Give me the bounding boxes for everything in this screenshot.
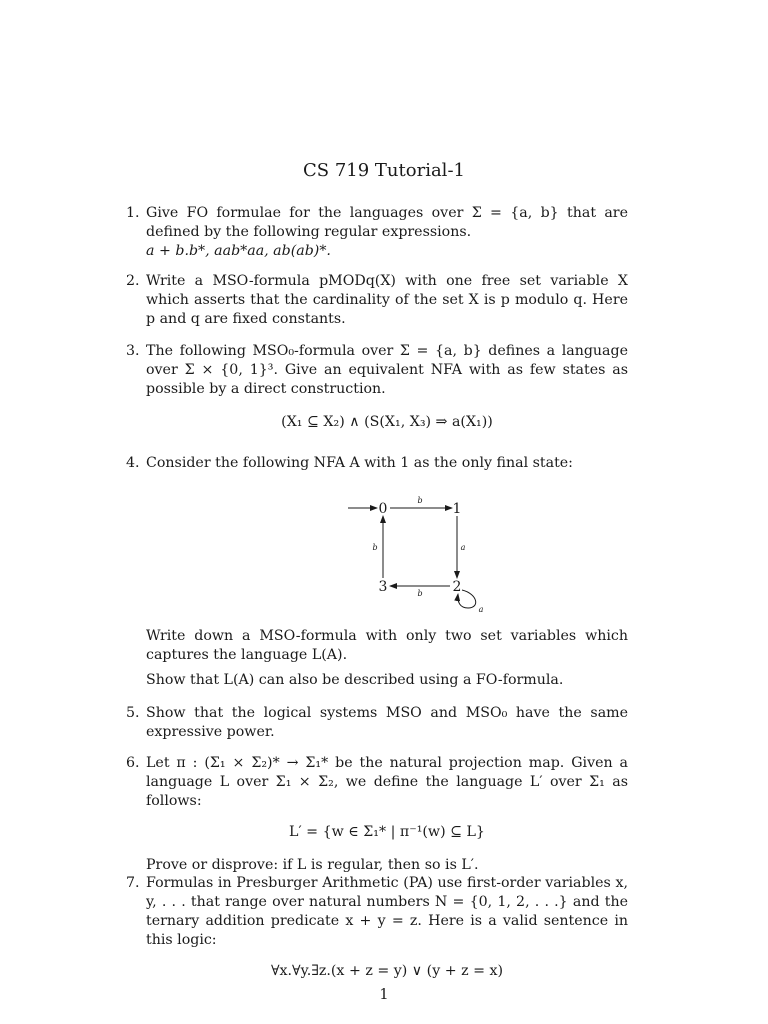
question-text: Show that the logical systems MSO and MSO₀ have the same expressive power.	[146, 705, 628, 740]
question-text: Formulas in Presburger Arithmetic (PA) use first-order variables x, y, . . . that range over natural numbers N = {0, 1, 2, . . .} and the ternary addition predicate x + y = z. Here is a valid sentence in this logic:	[146, 875, 628, 948]
question-text-after-2: Show that L(A) can also be described using a FO-formula.	[146, 672, 564, 688]
question-text-after: Prove or disprove: if L is regular, then so is L′.	[146, 857, 479, 873]
state-2: 2	[452, 579, 462, 595]
page-number: 1	[379, 987, 389, 1003]
question-text: Consider the following NFA A with 1 as the only final state:	[146, 455, 573, 471]
state-3: 3	[378, 579, 388, 595]
document-title: CS 719 Tutorial-1	[303, 160, 465, 181]
question-number: 4.	[126, 455, 140, 471]
question-expressions: a + b.b*, aab*aa, ab(ab)*.	[146, 243, 331, 259]
question-text: Write a MSO-formula pMODq(X) with one free set variable X which asserts that the cardinality of the set X is p modulo q. Here p and q are fixed constants.	[146, 273, 628, 327]
label-3-0: b	[372, 543, 378, 552]
question-number: 5.	[126, 705, 140, 721]
question-number: 1.	[126, 205, 140, 221]
question-4	[126, 454, 628, 473]
question-text-after: Write down a MSO-formula with only two set variables which captures the language L(A).	[146, 628, 628, 663]
label-0-1: b	[417, 496, 423, 505]
label-1-2: a	[460, 543, 466, 552]
question-number: 2.	[126, 273, 140, 289]
question-number: 6.	[126, 755, 140, 771]
question-text: Let π : (Σ₁ × Σ₂)* → Σ₁* be the natural projection map. Given a language L over Σ₁ × Σ₂, we define the language L′ over Σ₁ as follows:	[146, 755, 628, 809]
question-text: The following MSO₀-formula over Σ = {a, b} defines a language over Σ × {0, 1}³. Give an equivalent NFA with as few states as possible by a direct construction.	[146, 343, 628, 397]
nfa-svg	[340, 490, 500, 620]
question-6	[126, 754, 628, 875]
label-loop-2: a	[478, 605, 484, 614]
question-formula: ∀x.∀y.∃z.(x + z = y) ∨ (y + z = x)	[270, 963, 504, 979]
question-7	[126, 874, 628, 981]
question-formula: L′ = {w ∈ Σ₁* | π⁻¹(w) ⊆ L}	[289, 824, 485, 840]
question-3	[126, 342, 628, 432]
nfa-diagram	[340, 490, 500, 620]
question-4-continued	[146, 627, 628, 690]
question-1	[126, 204, 628, 261]
label-2-3: b	[417, 589, 423, 598]
state-1: 1	[452, 501, 462, 517]
state-0: 0	[378, 501, 388, 517]
question-5	[126, 704, 628, 742]
question-formula: (X₁ ⊆ X₂) ∧ (S(X₁, X₃) ⇒ a(X₁))	[281, 414, 493, 430]
question-2	[126, 272, 628, 329]
question-number: 7.	[126, 875, 140, 891]
question-text: Give FO formulae for the languages over Σ = {a, b} that are defined by the following regular expressions.	[146, 205, 628, 240]
question-number: 3.	[126, 343, 140, 359]
